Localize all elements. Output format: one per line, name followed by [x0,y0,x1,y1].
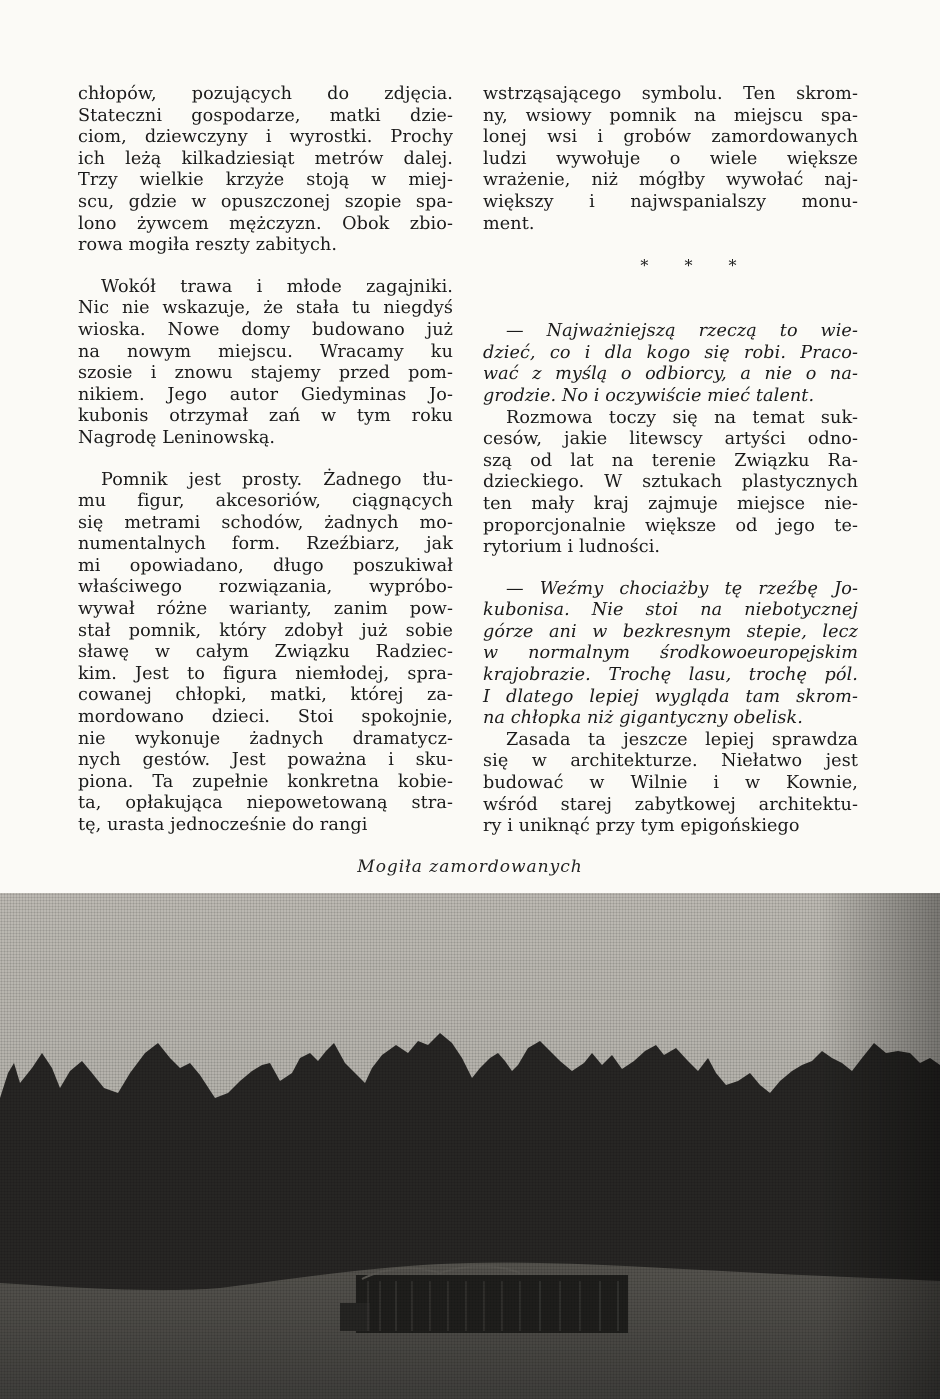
text-line: krajobrazie. Trochę lasu, trochę pól. [483,665,858,686]
text-line: w normalnym środkowoeuropejskim [483,643,858,664]
text-line: Nagrodę Leninowską. [78,427,276,448]
text-line: sławę w całym Związku Radziec- [78,642,453,663]
text-line: wstrząsającego symbolu. Ten skrom- [483,84,858,104]
asterisk-separator: * [728,256,737,276]
text-line: wywał różne warianty, zanim pow- [78,599,453,620]
paragraph-architecture [483,730,858,838]
text-line: cesów, jakie litewscy artyści odno- [483,429,858,450]
text-line: scu, gdzie w opuszczonej szopie spa- [78,191,453,212]
text-line: numentalnych form. Rzeźbiarz, jak [78,534,453,555]
text-line: stał pomnik, który zdobył już sobie [78,620,453,641]
text-line: dzieć, co i dla kogo się robi. Praco- [483,342,858,363]
text-line: ta, opłakująca niepowetowaną stra- [78,793,453,814]
text-line: dzieckiego. W sztukach plastycznych [483,472,858,493]
paragraph-surroundings [78,277,453,450]
text-line: szą od lat na terenie Związku Ra- [483,450,858,471]
text-line: Nic nie wskazuje, że stała tu niegdyś [78,298,453,319]
text-line: większy i najwspanialszy monu- [483,191,858,212]
text-line: kubonis otrzymał zań w tym roku [78,406,453,427]
figure-caption: Mogiła zamordowanych [357,857,583,877]
text-line: ment. [483,213,535,234]
quote-most-important [483,321,858,407]
text-line: rytorium i ludności. [483,537,661,558]
text-line: wśród starej zabytkowej architektu- [483,794,858,815]
text-line: ry i uniknąć przy tym epigońskiego [483,816,800,837]
text-line: Wokół trawa i młode zagajniki. [101,276,453,297]
text-line: się w architekturze. Niełatwo jest [483,751,858,772]
text-line: Trzy wielkie krzyże stoją w miej- [78,170,453,191]
photograph-mass-grave [0,893,940,1399]
text-line: Pomnik jest prosty. Żadnego tłu- [101,469,453,490]
text-line: mi opowiadano, długo poszukiwał [78,555,453,576]
paragraph-monument [78,470,453,837]
text-line: grodzie. No i oczywiście mieć talent. [483,385,815,406]
text-line: rowa mogiła reszty zabitych. [78,235,338,256]
text-line: szosie i znowu stajemy przed pom- [78,363,453,384]
text-line: Rozmowa toczy się na temat suk- [506,407,858,428]
text-line: ludzi wywołuje o wiele większe [483,148,858,169]
text-line: I dlatego lepiej wygląda tam skrom- [483,686,858,707]
text-line: wioska. Nowe domy budowano już [78,319,453,340]
text-line: budować w Wilnie i w Kownie, [483,773,858,794]
text-line: lono żywcem mężczyzn. Obok zbio- [78,213,453,234]
photo-scene [0,893,940,1399]
text-line: kim. Jest to figura niemłodej, spra- [78,663,453,684]
text-line: właściwego rozwiązania, wypróbo- [78,577,453,598]
text-line: nikiem. Jego autor Giedyminas Jo- [78,384,453,405]
paragraph-symbol [483,84,858,235]
text-line: lonej wsi i grobów zamordowanych [483,127,858,148]
text-line: na nowym miejscu. Wracamy ku [78,341,453,362]
text-line: się metrami schodów, żadnych mo- [78,512,453,533]
text-line: na chłopka niż gigantyczny obelisk. [483,708,803,729]
text-line: mordowano dzieci. Stoi spokojnie, [78,707,453,728]
text-line: kubonisa. Nie stoi na niebotycznej [483,600,858,621]
text-line: — Weźmy chociażby tę rzeźbę Jo- [506,578,858,599]
text-line: proporcjonalnie większe od jego te- [483,515,858,536]
asterisk-separator: * [684,256,693,276]
left-column [78,84,453,837]
text-line: ten mały kraj zajmuje miejsce nie- [483,493,858,514]
grave-enclosure [340,1266,628,1333]
text-line: Zasada ta jeszcze lepiej sprawdza [506,729,858,750]
text-line: ny, wsiowy pomnik na miejscu spa- [483,105,858,126]
paragraph-conversation [483,408,858,559]
text-line: Stateczni gospodarze, matki dzie- [78,105,453,126]
text-line: mu figur, akcesoriów, ciągnących [78,491,453,512]
text-line: górze ani w bezkresnym stepie, lecz [483,621,858,642]
text-line: nie wykonuje żadnych dramatycz- [78,728,453,749]
text-line: ciom, dziewczyny i wyrostki. Prochy [78,127,453,148]
section-separator [519,255,858,277]
quote-jokubonis [483,579,858,730]
text-line: wrażenie, niż mógłby wywołać naj- [483,170,858,191]
text-line: nych gestów. Jest poważna i sku- [78,750,453,771]
text-line: chłopów, pozujących do zdjęcia. [78,84,453,104]
right-column [483,84,858,838]
text-line: ich leżą kilkadziesiąt metrów dalej. [78,148,453,169]
text-line: wać z myślą o odbiorcy, a nie o na- [483,364,858,385]
text-line: tę, urasta jednocześnie do rangi [78,815,368,835]
asterisk-separator: * [640,256,649,276]
text-line: — Najważniejszą rzeczą to wie- [506,321,858,342]
photo-right-shading [820,893,940,1399]
paragraph-villagers [78,84,453,257]
text-line: piona. Ta zupełnie konkretna kobie- [78,771,453,792]
text-line: cowanej chłopki, matki, której za- [78,685,453,706]
